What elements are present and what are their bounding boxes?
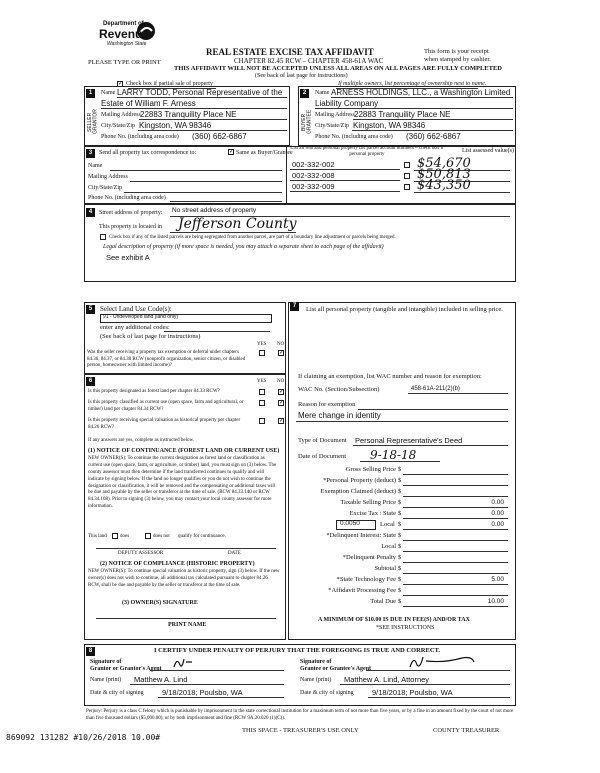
document-date: 9-18-18 xyxy=(370,448,417,462)
grantor-signature-icon xyxy=(156,654,236,670)
current-use-yes-checkbox[interactable] xyxy=(259,400,265,406)
county-treasurer: COUNTY TREASURER xyxy=(433,727,500,734)
technology-fee-dollar: $ xyxy=(398,576,402,583)
processing-fee-dollar: $ xyxy=(398,587,402,594)
subtotal-dollar: $ xyxy=(398,565,402,572)
this-land-label: This land xyxy=(88,534,107,539)
grantee-name: Matthew A. Lind, Attorney xyxy=(344,675,430,684)
treasurer-use-only: THIS SPACE - TREASURER'S USE ONLY xyxy=(242,727,359,734)
parcel-header: List all real and personal property tax parcel account numbers – check box if personal property xyxy=(290,146,444,157)
land-use-code: 91 - Undeveloped land (land only) xyxy=(103,314,179,320)
grantee-name-label: Name (print) xyxy=(300,677,332,683)
section-number-1: 1 xyxy=(86,89,95,98)
deputy-assessor-label: DEPUTY ASSESSOR xyxy=(118,551,164,556)
current-use-question: Is this property classified as current use (open space, farm and agricultural, or timber) land per chapter 84.34 RCW? xyxy=(88,400,244,412)
land-does-not-label: does not xyxy=(153,534,170,539)
grantor-name: Matthew A. Lind xyxy=(134,675,188,684)
minimum-due-note: A MINIMUM OF $10.00 IS DUE IN FEE(S) AND/OR TAX xyxy=(318,617,470,623)
additional-codes-label: enter any additional codes: xyxy=(100,324,170,331)
taxable-price-dollar: $ xyxy=(398,499,402,506)
section-number-6: 6 xyxy=(86,377,95,386)
parcel-1: 002-332-002 xyxy=(292,160,335,169)
street-address-label: Street address of property: xyxy=(99,210,163,216)
legal-description: See exhibit A xyxy=(106,253,150,262)
seller-phone-label: Phone No. (including area code) xyxy=(101,134,179,140)
same-as-buyer-checkbox[interactable]: ✓ xyxy=(229,149,235,155)
grantor-signature xyxy=(156,654,236,670)
partial-sale-checkbox[interactable]: ✓ xyxy=(118,81,124,87)
interest-local-label: Local xyxy=(381,543,396,550)
sec5-yes-header: YES xyxy=(257,342,267,347)
receipt-note: This form is your receipt when stamped by cashier. xyxy=(424,48,491,64)
grantee-signature-icon xyxy=(390,652,490,670)
interest-state-label: *Delinquent Interest: State xyxy=(326,532,396,539)
buyer-phone: (360) 662-6867 xyxy=(406,132,461,141)
section-number-2: 2 xyxy=(300,89,309,98)
grantor-name-label: Name (print) xyxy=(90,677,122,683)
land-does-checkbox[interactable] xyxy=(112,533,118,539)
wac-number: 458-61A-211(2)(b) xyxy=(411,386,460,392)
compliance-title: (2) NOTICE OF COMPLIANCE (HISTORIC PROPERTY) xyxy=(100,561,255,567)
form-chapter: CHAPTER 82.45 RCW – CHAPTER 458-61A WAC xyxy=(234,57,384,65)
treasurer-stamp: 869092 131282 #10/26/2018 10.00# xyxy=(6,733,161,742)
seller-address-label: Mailing Address xyxy=(101,112,141,118)
gross-price-dollar: $ xyxy=(398,466,402,473)
land-use-see-back: (See back of last page for instructions) xyxy=(100,333,201,340)
assessed-value-3: $43,350 xyxy=(417,178,471,193)
sec3-name-label: Name xyxy=(88,163,103,169)
buyer-city: Kingston, WA 98346 xyxy=(353,121,426,130)
county-name: Jefferson County xyxy=(178,216,297,232)
technology-fee-value: 5.00 xyxy=(491,576,504,583)
grantee-date-label: Date & city of signing xyxy=(300,690,354,696)
exemption-claimed-dollar: $ xyxy=(398,488,402,495)
section-number-7: 7 xyxy=(290,302,299,311)
sec3-address-label: Mailing Address xyxy=(88,174,128,180)
parcel-3: 002-332-009 xyxy=(292,182,335,191)
grantor-signature-label: Signature of Grantor or Grantor's Agent xyxy=(90,659,162,672)
section-number-4: 4 xyxy=(86,208,95,217)
assessed-value-1: $54,670 xyxy=(417,156,471,171)
buyer-side-label: BUYER GRANTEE xyxy=(301,109,313,135)
local-value: 0.00 xyxy=(491,521,504,528)
section-number-5: 5 xyxy=(86,305,95,314)
exemption-question: Was the seller receiving a property tax exemption or deferral under chapters 84.36, 84.37, or 84.38 RCW (nonprofit organization, senior citizen, or disabled person, homeowner with limited income)? xyxy=(87,350,246,368)
assessed-header: List assessed value(s) xyxy=(462,148,514,154)
located-in-label: This property is located in xyxy=(99,224,162,230)
exemption-claimed-label: Exemption Claimed (deduct) xyxy=(320,488,396,495)
street-address: No street address of property xyxy=(172,207,257,214)
processing-fee-label: *Affidavit Processing Fee xyxy=(328,587,396,594)
see-back-header: (See back of last page for instructions) xyxy=(255,73,348,79)
sec6-no-header: NO xyxy=(277,379,285,384)
seller-side-label: SELLER GRANTOR xyxy=(87,109,99,135)
dept-line1: Department of xyxy=(103,21,144,27)
dept-line2: Revenue xyxy=(99,27,150,41)
continuance-body: NEW OWNER(S): To continue the current designation as forest land or classification as current use (open space, farm, or agriculture, or timber) land, you must sign on (3) below. The county assessor must then determine if the land transferred continues to qualify and will indicate by signing below. If the land no longer qualifies or you do not wish to continue the designation or classification, it will be removed and the compensating or additional taxes will be due and payable by the seller or transferor at the time of sale. (RCW 84.33.140 or RCW 84.34.108). Prior to signing (3) below, you may contact your local county assessor for more information. xyxy=(88,456,277,510)
forest-land-question: Is this property designated as forest land per chapter 84.33 RCW? xyxy=(88,389,220,394)
seller-phone: (360) 662-6867 xyxy=(192,132,247,141)
sec3-city-label: City/State/Zip xyxy=(88,185,122,191)
excise-state-label: Excise Tax : State xyxy=(349,510,396,517)
print-name-label: PRINT NAME xyxy=(168,622,207,628)
see-instructions-note: *SEE INSTRUCTIONS xyxy=(376,625,435,631)
if-yes-note: If any answers are yes, complete as instructed below. xyxy=(88,438,195,443)
form-warning: THIS AFFIDAVIT WILL NOT BE ACCEPTED UNLESS ALL AREAS ON ALL PAGES ARE FULLY COMPLETED xyxy=(174,65,502,72)
exemption-reason: Mere change in identity xyxy=(298,411,381,420)
multiple-owners-note: If multiple owners, list percentage of ownership next to name. xyxy=(338,81,487,87)
section-number-8: 8 xyxy=(86,647,95,656)
exemption-claim-label: If claiming an exemption, list WAC number and reason for exemption: xyxy=(298,373,482,380)
total-due-dollar: $ xyxy=(398,598,402,605)
deputy-date-label: DATE xyxy=(228,551,241,556)
personal-property-deduct-label: *Personal Property (deduct) xyxy=(323,477,396,484)
historic-yes-checkbox[interactable] xyxy=(259,418,265,424)
sec6-yes-header: YES xyxy=(257,379,267,384)
historic-question: Is this property receiving special valuation as historical property per chapter 84.26 RCW? xyxy=(88,418,241,430)
buyer-name-label: Name xyxy=(315,90,330,96)
compliance-body: NEW OWNER(S): To continue special valuation as historic property, sign (3) below. If the new owner(s) does not wish to continue, all additional tax calculated pursuant to chapter 84.26 RCW, shall be due and payable by the seller or transferor at the time of sale. xyxy=(88,569,280,588)
total-due-label: Total Due xyxy=(370,598,396,605)
reason-label: Reason for exemption xyxy=(298,401,356,408)
land-does-not-checkbox[interactable] xyxy=(145,533,151,539)
current-use-no-checkbox[interactable]: ✓ xyxy=(279,400,285,406)
seller-name-line1: LARRY TODD, Personal Representative of the xyxy=(117,88,283,97)
parcel-3-personal-checkbox[interactable] xyxy=(404,184,410,190)
exemption-no-checkbox[interactable]: ✓ xyxy=(279,350,285,356)
perjury-notice: Perjury: Perjury is a class C felony which is punishable by imprisonment in the state correctional institution for a maximum term of not more than five years, or by a fine in an amount fixed by the court of not more than five thousand dollars ($5,000.00), or by both imprisonment and fine (RCW 9A.20.020 (1)(C)). xyxy=(86,709,514,721)
legal-description-label: Legal description of property (if more space is needed, you may attach a separate sheet to each page of the affidavit) xyxy=(103,244,384,250)
excise-state-value: 0.00 xyxy=(491,510,504,517)
seller-city: Kingston, WA 98346 xyxy=(139,121,212,130)
parcel-1-personal-checkbox[interactable] xyxy=(404,162,410,168)
form-title: REAL ESTATE EXCISE TAX AFFIDAVIT xyxy=(206,47,374,57)
buyer-name-line1: ARNESS HOLDINGS, LLC., a Washington Limited xyxy=(331,88,511,97)
penalty-dollar: $ xyxy=(398,554,402,561)
partial-sale-label: Check box if partial sale of property xyxy=(126,81,213,87)
please-type: PLEASE TYPE OR PRINT xyxy=(88,59,161,66)
segregated-checkbox[interactable] xyxy=(100,234,106,240)
grantee-signature xyxy=(390,652,490,670)
personal-property-label: List all personal property (tangible and intangible) included in selling price. xyxy=(306,306,503,313)
grantee-date: 9/18/2018; Poulsbo, WA xyxy=(372,688,453,697)
local-rate: 0.0050 xyxy=(340,520,360,527)
buyer-address: 22883 Tranquility Place NE xyxy=(354,110,451,119)
land-does-label: does xyxy=(120,534,130,539)
seller-city-label: City/State/Zip xyxy=(101,123,135,129)
seller-name-label: Name xyxy=(101,90,116,96)
continuance-title: (1) NOTICE OF CONTINUANCE (FOREST LAND OR CURRENT USE) xyxy=(88,448,280,454)
exemption-yes-checkbox[interactable] xyxy=(259,350,265,356)
local-label: Local xyxy=(380,521,395,528)
section-number-3: 3 xyxy=(86,149,95,158)
interest-local-dollar: $ xyxy=(398,543,402,550)
same-as-buyer-label: Same as Buyer/Grantee xyxy=(236,150,293,156)
buyer-address-label: Mailing Address xyxy=(315,112,355,118)
sec3-phone-label: Phone No. (including area code) xyxy=(88,195,166,201)
parcel-2: 002-332-008 xyxy=(292,171,335,180)
personal-property-dollar: $ xyxy=(398,477,402,484)
technology-fee-label: *State Technology Fee xyxy=(336,576,396,583)
subtotal-label: Subtotal xyxy=(374,565,396,572)
qualify-label: qualify for continuance. xyxy=(178,534,226,539)
seller-name-line2: Estate of William F. Arness xyxy=(101,99,196,108)
parcel-2-personal-checkbox[interactable] xyxy=(404,173,410,179)
document-date-label: Date of Document xyxy=(298,453,347,460)
document-type-label: Type of Document xyxy=(298,437,347,444)
buyer-city-label: City/State/Zip xyxy=(315,123,349,129)
taxable-price-label: Taxable Selling Price xyxy=(340,499,396,506)
assessed-value-2: $50,813 xyxy=(417,167,471,182)
document-type: Personal Representative's Deed xyxy=(355,436,463,445)
owner-signature-label: (3) OWNER(S) SIGNATURE xyxy=(122,600,198,606)
wac-label: WAC No. (Section/Subsection) xyxy=(298,386,380,393)
grantor-date: 9/18/2018; Poulsbo, WA xyxy=(162,688,243,697)
certify-statement: I CERTIFY UNDER PENALTY OF PERJURY THAT THE FOREGOING IS TRUE AND CORRECT. xyxy=(154,647,441,654)
gross-price-label: Gross Selling Price xyxy=(345,466,396,473)
forest-yes-checkbox[interactable] xyxy=(259,389,265,395)
land-use-label: Select Land Use Code(s): xyxy=(100,305,172,313)
penalty-label: *Delinquent Penalty xyxy=(342,554,396,561)
historic-no-checkbox[interactable]: ✓ xyxy=(279,418,285,424)
seller-address: 22883 Tranquility Place NE xyxy=(140,110,237,119)
interest-state-dollar: $ xyxy=(398,532,402,539)
buyer-phone-label: Phone No. (including area code) xyxy=(315,134,393,140)
dept-line3: Washington State xyxy=(107,41,147,47)
buyer-name-line2: Liability Company xyxy=(315,99,379,108)
taxable-price-value: 0.00 xyxy=(491,499,504,506)
send-correspondence-label: Send all property tax correspondence to: xyxy=(99,150,197,156)
forest-no-checkbox[interactable]: ✓ xyxy=(279,389,285,395)
sec5-no-header: NO xyxy=(277,342,285,347)
grantor-date-label: Date & city of signing xyxy=(90,690,144,696)
total-due-value: 10.00 xyxy=(487,598,504,605)
local-dollar: $ xyxy=(398,521,402,528)
excise-state-dollar: $ xyxy=(398,510,402,517)
grantee-signature-label: Signature of Grantee or Grantee's Agent xyxy=(300,659,372,672)
segregated-label: Check box if any of the listed parcels are being segregated from another parcel, are part of a boundary line adjustment or parcels being merged. xyxy=(109,235,396,240)
